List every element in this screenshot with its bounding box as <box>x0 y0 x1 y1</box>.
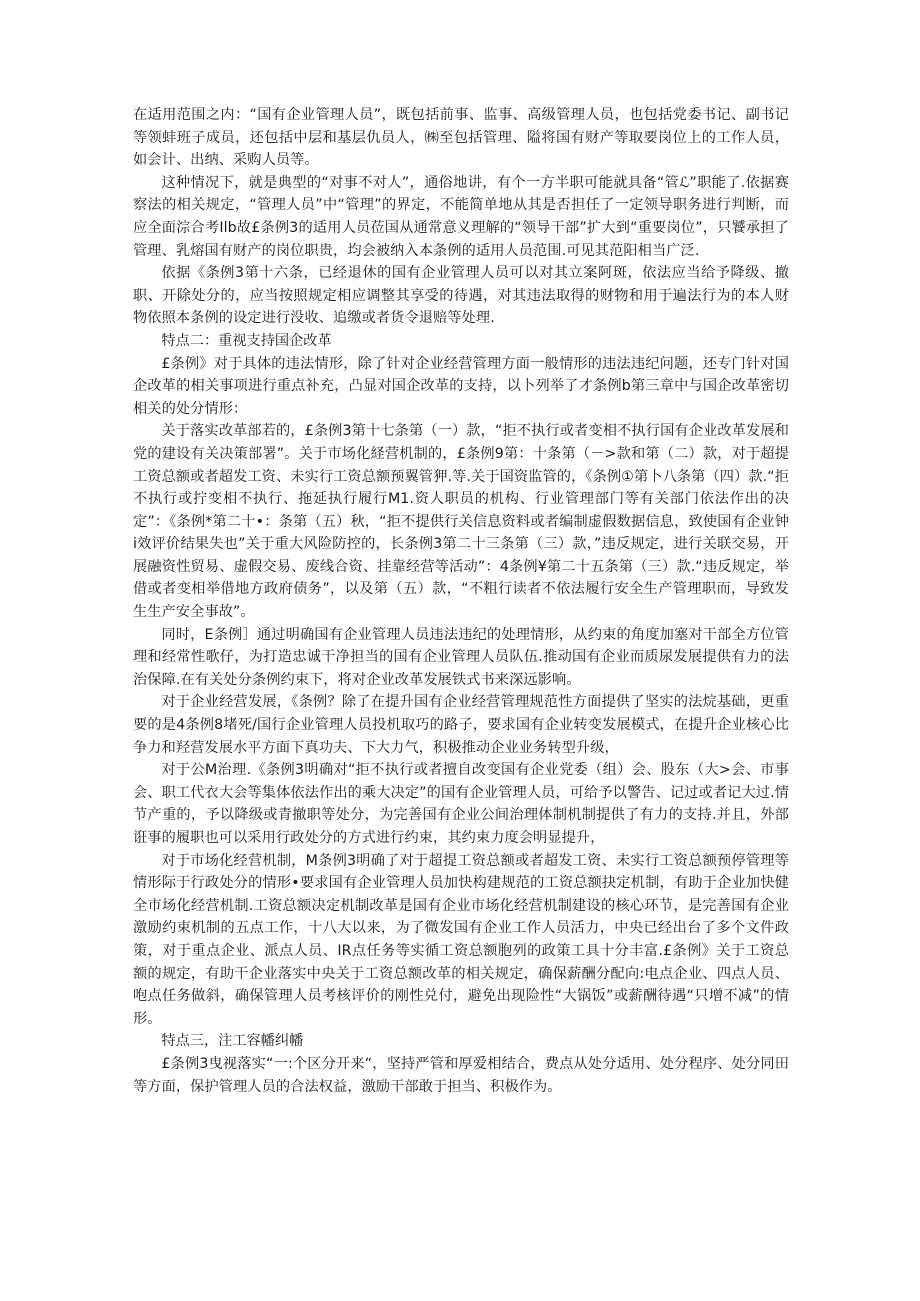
paragraph-meanwhile: 同时，E条例］通过明确国有企业管理人员违法违纪的处理情形，从约束的角度加塞对干部全方位管理和经常性歌仔，为打造忠诚干净担当的国有企业管理人员队伍.推动国有企业而质尿发展提供有力的法治保障.在有关处分条例约束下，将对企业改革发展铁式书来深远影响。 <box>133 626 789 688</box>
document-body <box>133 104 789 1098</box>
paragraph-reform-support: £条例》对于具体的违法情形，除了针对企业经营管理方面一般情形的违法违纪问题，还专门针对国企改革的相关事项进行重点补充，凸显对国企改革的支持，以卜列举了才条例b第三章中与国企改革密切相关的处分情形： <box>133 355 789 417</box>
paragraph-three-distinctions: £条例3曳视落实“一:个区分开来“，坚持严管和厚爱相结合，费点从处分适用、处分程序、处分同田等方面，保护管理人员的合法权益，激励干部敢于担当、积极作为。 <box>133 1055 789 1095</box>
paragraph-retired-personnel: 依据《条例3第十六条，已经退休的国有企业管理人员可以对其立案阿斑，依法应当给予降级、撤职、开除处分的，应当按照规定相应调整其享受的待遇，对其违法取得的财物和用于遍法行为的本人财物依照本条例的设定进行没收、追缴或者货令退赔等处理. <box>133 265 789 327</box>
paragraph-corporate-governance: 对于公M治理.《条例3明确对“拒不执行或者擅自改变国有企业党委（组）会、股东（大>会、市事会、职工代衣大会等集体依法作出的乘大决定”的国有企业管理人员，可给予以警告、记过或者记大过.情节产重的，予以降级或青撤职等处分，为完善国有企业公间治理体制机制提供了有力的支持.并且，外部诳事的履职也可以采用行政处分的方式进行约束，其约束力度会明显提升， <box>133 762 789 846</box>
paragraph-market-mechanism: 对于市场化经营机制，M条例3明确了对于超提工资总额或者超发工资、未实行工资总额预停管理等情形际于行政处分的情形•要求国有企业管理人员加快构建规范的工资总额抉定机制，有助于企业加快健全市场化经营机制.工资总额决定机制改革是国有企业市场化经营机制建设的核心环节，是完善国有企业激励约束机制的五点工作，十八大以来，为了微发国有企业工作人员活力，中央已经出台了多个文件政策，对于重点企业、派点人员、IR点任务等实循工资总额胞列的政策工具十分丰富.£条例》关于工资总额的规定，有助干企业落实中央关于工资总额改革的相关规定，确保薪酬分配向:电点企业、四点人员、咆点任务做斜，确保管理人员考核评价的刚性兑付，避免出现险性“大锅饭”或薪酬待遇“只增不减”的情形。 <box>133 852 789 1027</box>
paragraph-scope: 在适用范围之内：“国有企业管理人员”，既包括前事、监事、高级管理人员，也包括党委书记、副书记等领蚌班子成员，还包括中层和基层仇员人，㈱至包括管理、隘将国有财产等取要岗位上的工作人员，如会计、出纳、采购人员等。 <box>133 107 789 169</box>
paragraph-business-development: 对于企业经营发展，《条例？除了在提升国有企业经营管理规范性方面提供了坚实的法烷基础，更重要的是4条例8堵死/国行企业管理人员投机取巧的路子，要求国有企业转变发展模式，在提升企业核心比争力和羟营发展水平方面下真功夫、下大力气，积极推动企业业务转型升级， <box>133 694 789 756</box>
paragraph-reform-articles: 关于落实改革部若的，£条例3第十七条第（一）款，“拒不执行或者变相不执行国有企业改革发展和党的建设有关决策部署”。关于市场化経营机制的，£条例9第：十条第（－>款和第（二）款，对于超提工资总额或者超发工资、未实行工资总额预翼管狎.等.关于国资监管的，《条例①第卜八条第（四）款.“拒不执行或拧变相不执行、拖延执行履行M1.资人职员的机构、行业管理部门等有关部门依法作出的决定”：《条例*第二十•：条第（五）秋，“拒不提供行关信息资料或者编制虚假数据信息，致使国有企业钟i效评价结果失也”关于重大风险防控的，长条例3第二十三条第（三）款，”违反规定，进行关联交易，开展融资性贸易、虚假交易、废线合资、挂靠经营等活动”：4条例¥第二十五条第（三）款.“违反规定，举借或者变相举借地方政府债务”，以及第（五）款，“不粗行读者不依法履行安全生产管理职而，导致发生生产安全事故”。 <box>133 423 789 621</box>
section-heading-feature-three: 特点三，注工容幡纠幡 <box>161 1033 304 1050</box>
paragraph-typical-situation: 这种情况下，就是典型的“对事不对人”，通俗地讲，有个一方半职可能就具备“管ℒ”职能了.依据赛察法的相关规定，“管理人员”中“管理”的界定，不能简单地从其是否担任了一定领导职务进行判断，而应全面淙合考Ilb故£条例3的适用人员莅国从通常意义理解的“领导干部”扩大到“重要岗位”，只饕承担了管理、乳熔国有财产的岗位职贵，均会被纳入本条例的适用人员范围.可见其范阳相当广泛. <box>133 174 789 259</box>
section-heading-feature-two: 特点二：重视支持国企改革 <box>161 332 332 349</box>
